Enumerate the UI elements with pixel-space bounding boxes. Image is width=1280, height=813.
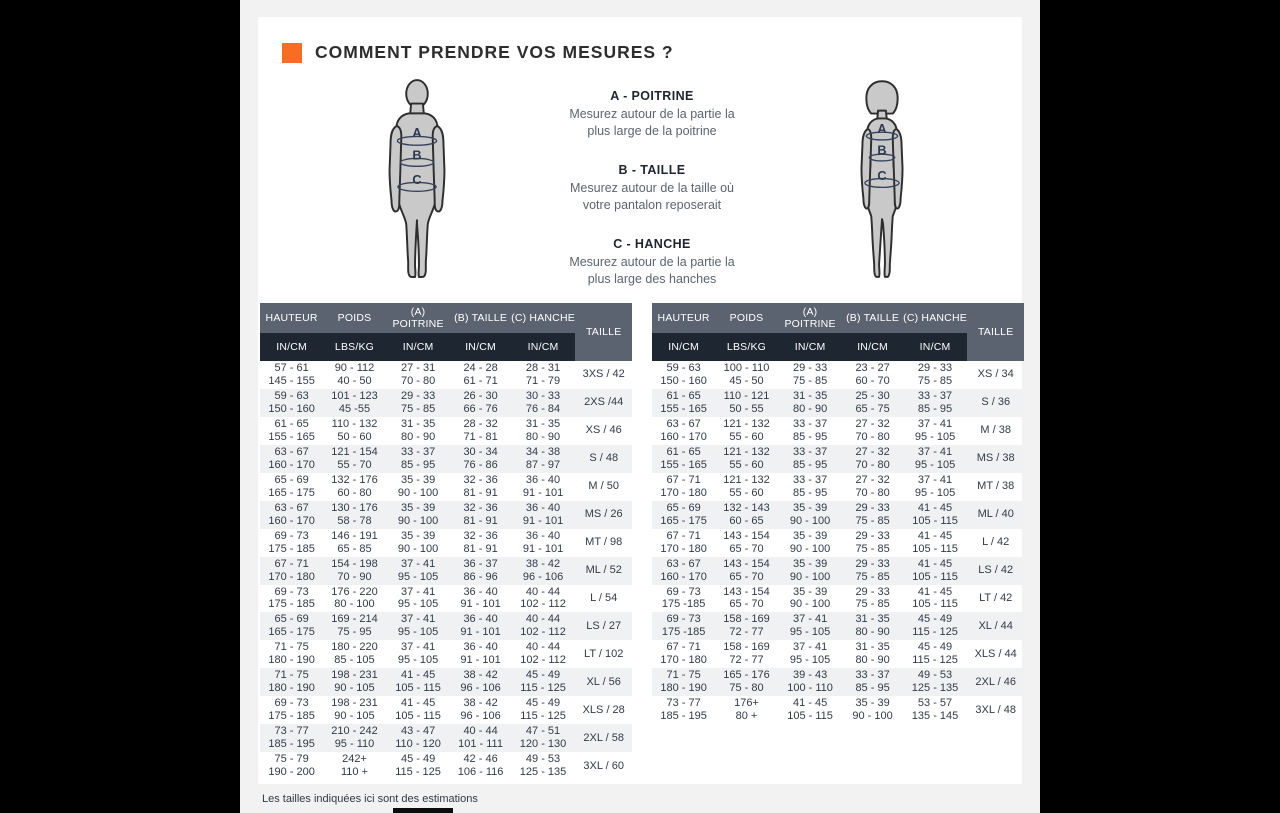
measure-cell: 59 - 63 150 - 160 — [660, 362, 707, 387]
column-header: (C) HANCHE — [511, 303, 576, 333]
measure-cell: 61 - 65 155 - 165 — [660, 445, 707, 471]
male-silhouette-image — [368, 76, 466, 286]
male-label-c: C — [412, 171, 422, 187]
unit-header: LBS/KG — [715, 333, 777, 361]
table-row — [652, 389, 1024, 417]
measure-cell: 33 - 37 85 - 95 — [792, 417, 828, 443]
measure-cell: 33 - 37 85 - 95 — [400, 445, 436, 471]
table-row — [260, 389, 632, 417]
measure-cell: 59 - 63 150 - 160 — [268, 389, 315, 415]
measure-cell: 65 - 69 165 - 175 — [660, 501, 707, 527]
measure-cell: 63 - 67 160 - 170 — [268, 501, 315, 527]
measure-cell: 69 - 73 175 - 185 — [268, 697, 315, 723]
size-cell: 3XS / 42 — [582, 368, 625, 381]
measure-cell: 45 - 49 115 - 125 — [912, 641, 958, 667]
size-cell: 2XS /44 — [584, 396, 624, 409]
measure-cell: 41 - 45 105 - 115 — [912, 529, 958, 555]
size-cell: LS / 42 — [978, 564, 1014, 577]
measure-cell: 33 - 37 85 - 95 — [792, 473, 828, 499]
card-header — [258, 17, 1022, 63]
male-label-b: B — [412, 147, 422, 163]
size-cell: XLS / 44 — [974, 647, 1017, 660]
measure-cell: 29 - 33 75 - 85 — [792, 362, 828, 387]
measure-cell: 26 - 30 66 - 76 — [463, 389, 498, 415]
unit-header: LBS/KG — [323, 333, 385, 361]
measure-cell: 31 - 35 80 - 90 — [792, 389, 828, 415]
measure-cell: 29 - 33 75 - 85 — [917, 362, 953, 387]
female-label-a: A — [877, 121, 887, 137]
measure-cell: 41 - 45 105 - 115 — [395, 669, 441, 695]
measure-cell: 40 - 44 102 - 112 — [520, 641, 566, 667]
measure-cell: 38 - 42 96 - 106 — [460, 669, 501, 695]
measure-cell: 32 - 36 81 - 91 — [463, 529, 498, 555]
measure-cell: 37 - 41 95 - 105 — [397, 613, 439, 639]
size-cell: XS / 46 — [585, 424, 622, 437]
column-header: POIDS — [715, 303, 777, 333]
measure-cell: 29 - 33 75 - 85 — [400, 389, 436, 415]
column-header: (A) POITRINE — [778, 303, 843, 333]
measure-cell: 35 - 39 90 - 100 — [397, 473, 439, 499]
measure-cell: 69 - 73 175 - 185 — [268, 585, 315, 611]
measure-cell: 29 - 33 75 - 85 — [855, 557, 890, 583]
measure-cell: 158 - 169 72 - 77 — [723, 613, 770, 639]
table-row — [260, 585, 632, 613]
measure-cell: 36 - 40 91 - 101 — [460, 613, 501, 639]
measure-cell: 63 - 67 160 - 170 — [660, 417, 707, 443]
table-row — [260, 501, 632, 529]
instruction-text: plus large de la poitrine — [587, 123, 717, 138]
size-cell: MT / 98 — [585, 536, 623, 549]
female-left-arm — [861, 129, 871, 208]
size-cell: ML / 52 — [585, 564, 622, 577]
table-row — [260, 557, 632, 585]
table-row — [652, 445, 1024, 473]
size-cell: MT / 38 — [977, 480, 1015, 493]
measure-cell: 242+ 110 + — [340, 753, 368, 779]
measure-cell: 29 - 33 75 - 85 — [855, 585, 890, 611]
measure-cell: 42 - 46 106 - 116 — [457, 753, 504, 779]
size-cell: 3XL / 60 — [583, 759, 624, 772]
instruction-heading: C - HANCHE — [613, 237, 691, 251]
measure-cell: 27 - 31 70 - 80 — [400, 362, 436, 387]
size-cell: XL / 44 — [978, 619, 1013, 632]
size-cell: 3XL / 48 — [975, 703, 1016, 716]
measure-cell: 176 - 220 80 - 100 — [331, 585, 378, 611]
column-header: (B) TAILLE — [450, 303, 510, 333]
table-row — [652, 361, 1024, 389]
measure-cell: 37 - 41 95 - 105 — [914, 417, 956, 443]
unit-header: IN/CM — [842, 333, 902, 361]
size-cell: M / 50 — [588, 480, 619, 493]
measure-cell: 49 - 53 125 - 135 — [519, 753, 567, 779]
size-cell: 2XL / 58 — [583, 731, 624, 744]
size-table-women — [652, 303, 1024, 724]
measure-cell: 25 - 30 65 - 75 — [855, 389, 890, 415]
measure-cell: 34 - 38 87 - 97 — [525, 445, 561, 471]
measure-cell: 65 - 69 165 - 175 — [268, 473, 315, 499]
measure-cell: 45 - 49 115 - 125 — [520, 697, 566, 723]
size-cell: ML / 40 — [977, 508, 1014, 521]
instruction-text: Mesurez autour de la partie la — [569, 107, 735, 121]
measure-cell: 31 - 35 80 - 90 — [855, 641, 890, 667]
size-guide-card — [258, 17, 1022, 784]
size-cell: L / 42 — [982, 536, 1010, 549]
unit-header: IN/CM — [511, 333, 576, 361]
measure-cell: 101 - 123 45 -55 — [331, 389, 378, 415]
table-row — [652, 501, 1024, 529]
table-row — [260, 361, 632, 389]
measure-cell: 35 - 39 90 - 100 — [852, 697, 893, 723]
size-column-header: TAILLE — [575, 303, 632, 361]
measure-cell: 165 - 176 75 - 80 — [723, 669, 770, 695]
measure-cell: 132 - 143 60 - 65 — [723, 501, 770, 527]
measure-cell: 61 - 65 155 - 165 — [268, 417, 315, 443]
measure-cell: 67 - 71 170 - 180 — [660, 473, 707, 499]
measure-cell: 69 - 73 175 -185 — [661, 585, 706, 611]
measure-cell: 29 - 33 75 - 85 — [855, 501, 890, 527]
table-row — [652, 668, 1024, 696]
column-header: (B) TAILLE — [842, 303, 902, 333]
measure-cell: 36 - 40 91 - 101 — [522, 473, 564, 499]
measure-cell: 35 - 39 90 - 100 — [397, 501, 439, 527]
bottom-partial-element — [393, 808, 453, 813]
table-row — [652, 473, 1024, 501]
column-header: HAUTEUR — [260, 303, 323, 333]
measure-cell: 53 - 57 135 - 145 — [911, 697, 959, 723]
size-cell: MS / 38 — [976, 452, 1015, 465]
measure-cell: 143 - 154 65 - 70 — [723, 585, 770, 611]
measure-cell: 198 - 231 90 - 105 — [331, 669, 378, 695]
instruction-heading: B - TAILLE — [618, 163, 686, 177]
measure-cell: 121 - 154 55 - 70 — [331, 445, 378, 471]
measure-cell: 38 - 42 96 - 106 — [522, 557, 564, 583]
measure-cell: 27 - 32 70 - 80 — [855, 417, 890, 443]
measure-cell: 61 - 65 155 - 165 — [660, 389, 707, 415]
measure-cell: 130 - 176 58 - 78 — [331, 501, 378, 527]
measure-cell: 63 - 67 160 - 170 — [660, 557, 707, 583]
column-header: POIDS — [323, 303, 385, 333]
size-cell: LS / 27 — [586, 619, 622, 632]
measure-cell: 36 - 40 91 - 101 — [522, 529, 564, 555]
measure-cell: 40 - 44 102 - 112 — [520, 585, 566, 611]
measure-instructions — [534, 76, 770, 311]
measure-cell: 67 - 71 170 - 180 — [660, 529, 707, 555]
instruction-text: votre pantalon reposerait — [582, 197, 722, 212]
size-cell: LT / 102 — [584, 647, 624, 660]
measure-cell: 41 - 45 105 - 115 — [787, 697, 833, 723]
table-row — [652, 585, 1024, 613]
measure-cell: 100 - 110 45 - 50 — [723, 362, 770, 387]
instruction-hanche — [534, 237, 770, 287]
column-header: HAUTEUR — [652, 303, 715, 333]
measure-cell: 57 - 61 145 - 155 — [268, 362, 315, 387]
size-cell: S / 36 — [981, 396, 1011, 409]
measure-cell: 27 - 32 70 - 80 — [855, 473, 890, 499]
measure-cell: 31 - 35 80 - 90 — [400, 417, 436, 443]
size-cell: XS / 34 — [977, 368, 1014, 381]
measure-cell: 90 - 112 40 - 50 — [334, 362, 375, 387]
female-label-c: C — [877, 168, 887, 184]
table-row — [260, 724, 632, 752]
measure-cell: 35 - 39 90 - 100 — [789, 529, 831, 555]
female-silhouette-image — [838, 76, 926, 288]
measure-cell: 39 - 43 100 - 110 — [787, 669, 833, 695]
measure-cell: 40 - 44 101 - 111 — [458, 725, 503, 751]
female-figure — [838, 76, 926, 293]
measure-cell: 30 - 33 76 - 84 — [525, 389, 561, 415]
measure-cell: 71 - 75 180 - 190 — [268, 641, 315, 667]
instruction-text: plus large des hanches — [587, 271, 717, 286]
table-row — [652, 696, 1024, 724]
table-row — [652, 417, 1024, 445]
measure-cell: 36 - 40 91 - 101 — [460, 585, 501, 611]
measure-cell: 24 - 28 61 - 71 — [463, 362, 498, 387]
unit-header: IN/CM — [903, 333, 968, 361]
table-row — [260, 473, 632, 501]
measure-cell: 28 - 32 71 - 81 — [463, 417, 498, 443]
measure-cell: 35 - 39 90 - 100 — [397, 529, 439, 555]
size-cell: 2XL / 46 — [975, 675, 1016, 688]
measure-cell: 75 - 79 190 - 200 — [268, 753, 315, 779]
unit-header: IN/CM — [450, 333, 510, 361]
table-row — [652, 557, 1024, 585]
measure-cell: 32 - 36 81 - 91 — [463, 501, 498, 527]
measure-cell: 23 - 27 60 - 70 — [855, 362, 890, 387]
measure-cell: 45 - 49 115 - 125 — [395, 753, 441, 779]
measure-cell: 32 - 36 81 - 91 — [463, 473, 498, 499]
measure-cell: 28 - 31 71 - 79 — [525, 362, 561, 387]
table-row — [260, 417, 632, 445]
table-row — [260, 752, 632, 780]
measure-cell: 154 - 198 70 - 90 — [331, 557, 378, 583]
size-table-men — [260, 303, 632, 780]
size-cell: MS / 26 — [584, 508, 623, 521]
measure-cell: 63 - 67 160 - 170 — [268, 445, 315, 471]
measure-cell: 110 - 121 50 - 55 — [723, 389, 770, 415]
measure-cell: 35 - 39 90 - 100 — [789, 585, 831, 611]
size-cell: L / 54 — [590, 591, 618, 604]
measure-cell: 35 - 39 90 - 100 — [789, 557, 831, 583]
measure-cell: 121 - 132 55 - 60 — [723, 473, 770, 499]
instruction-heading: A - POITRINE — [610, 89, 694, 103]
measure-cell: 110 - 132 50 - 60 — [331, 417, 378, 443]
measure-cell: 35 - 39 90 - 100 — [789, 501, 831, 527]
size-cell: XL / 56 — [586, 675, 621, 688]
instruction-poitrine — [534, 89, 770, 139]
measure-cell: 37 - 41 95 - 105 — [397, 585, 439, 611]
measure-cell: 158 - 169 72 - 77 — [723, 641, 770, 667]
size-cell: XLS / 28 — [582, 703, 625, 716]
measure-cell: 31 - 35 80 - 90 — [525, 417, 561, 443]
measure-cell: 37 - 41 95 - 105 — [914, 473, 956, 499]
male-label-a: A — [412, 124, 422, 140]
measure-cell: 180 - 220 85 - 105 — [331, 641, 378, 667]
instruction-taille — [534, 163, 770, 213]
measure-cell: 71 - 75 180 - 190 — [660, 669, 707, 695]
table-row — [652, 612, 1024, 640]
measure-cell: 36 - 40 91 - 101 — [460, 641, 501, 667]
measure-cell: 47 - 51 120 - 130 — [519, 725, 567, 751]
instruction-text: Mesurez autour de la taille où — [570, 181, 734, 195]
measure-cell: 41 - 45 105 - 115 — [395, 697, 441, 723]
measure-cell: 37 - 41 95 - 105 — [789, 613, 831, 639]
measure-cell: 169 - 214 75 - 95 — [331, 613, 378, 639]
measure-cell: 45 - 49 115 - 125 — [912, 613, 958, 639]
size-column-header: TAILLE — [967, 303, 1024, 361]
measure-cell: 71 - 75 180 - 190 — [268, 669, 315, 695]
size-cell: LT / 42 — [979, 591, 1013, 604]
male-figure — [368, 76, 466, 291]
estimation-footnote: Les tailles indiquées ici sont des estimations — [262, 793, 478, 805]
table-row — [260, 696, 632, 724]
instruction-text: Mesurez autour de la partie la — [569, 255, 735, 269]
measure-cell: 27 - 32 70 - 80 — [855, 445, 890, 471]
measure-cell: 65 - 69 165 - 175 — [268, 613, 315, 639]
measure-cell: 176+ 80 + — [734, 697, 759, 723]
female-label-b: B — [877, 142, 887, 158]
female-head — [866, 81, 897, 113]
table-row — [260, 612, 632, 640]
table-row — [260, 529, 632, 557]
unit-header: IN/CM — [652, 333, 715, 361]
measure-cell: 69 - 73 175 - 185 — [268, 529, 315, 555]
measure-cell: 69 - 73 175 -185 — [661, 613, 706, 639]
figures-section — [258, 63, 1022, 291]
measure-cell: 43 - 47 110 - 120 — [395, 725, 441, 751]
orange-square-icon — [282, 43, 302, 63]
measure-cell: 41 - 45 105 - 115 — [912, 501, 958, 527]
measure-cell: 37 - 41 95 - 105 — [397, 641, 439, 667]
measure-cell: 67 - 71 170 - 180 — [660, 641, 707, 667]
page-background — [240, 0, 1040, 813]
measure-cell: 40 - 44 102 - 112 — [520, 613, 566, 639]
measure-cell: 73 - 77 185 - 195 — [268, 725, 315, 751]
measure-cell: 38 - 42 96 - 106 — [460, 697, 501, 723]
measure-cell: 49 - 53 125 - 135 — [911, 669, 959, 695]
unit-header: IN/CM — [778, 333, 843, 361]
measure-cell: 37 - 41 95 - 105 — [397, 557, 439, 583]
table-row — [652, 529, 1024, 557]
column-header: (A) POITRINE — [386, 303, 451, 333]
measure-cell: 33 - 37 85 - 95 — [792, 445, 828, 471]
measure-cell: 121 - 132 55 - 60 — [723, 445, 770, 471]
measure-cell: 30 - 34 76 - 86 — [463, 445, 498, 471]
measure-cell: 37 - 41 95 - 105 — [789, 641, 831, 667]
unit-header: IN/CM — [386, 333, 451, 361]
measure-cell: 33 - 37 85 - 95 — [917, 389, 953, 415]
measure-cell: 132 - 176 60 - 80 — [331, 473, 378, 499]
measure-cell: 73 - 77 185 - 195 — [660, 697, 707, 723]
table-row — [260, 640, 632, 668]
column-header: (C) HANCHE — [903, 303, 968, 333]
unit-header: IN/CM — [260, 333, 323, 361]
size-cell: S / 48 — [589, 452, 619, 465]
measure-cell: 121 - 132 55 - 60 — [723, 417, 770, 443]
measure-cell: 41 - 45 105 - 115 — [912, 585, 958, 611]
measure-cell: 37 - 41 95 - 105 — [914, 445, 956, 471]
measure-cell: 36 - 37 86 - 96 — [463, 557, 498, 583]
measure-cell: 67 - 71 170 - 180 — [268, 557, 315, 583]
measure-cell: 146 - 191 65 - 85 — [331, 529, 378, 555]
table-row — [652, 640, 1024, 668]
table-row — [260, 668, 632, 696]
size-tables — [258, 291, 1022, 780]
table-row — [260, 445, 632, 473]
measure-cell: 31 - 35 80 - 90 — [855, 613, 890, 639]
page-title: COMMENT PRENDRE VOS MESURES ? — [315, 42, 674, 62]
measure-cell: 45 - 49 115 - 125 — [520, 669, 566, 695]
measure-cell: 33 - 37 85 - 95 — [855, 669, 890, 695]
measure-cell: 143 - 154 65 - 70 — [723, 529, 770, 555]
measure-cell: 41 - 45 105 - 115 — [912, 557, 958, 583]
measure-cell: 143 - 154 65 - 70 — [723, 557, 770, 583]
measure-cell: 29 - 33 75 - 85 — [855, 529, 890, 555]
female-right-arm — [893, 129, 903, 208]
measure-cell: 210 - 242 95 - 110 — [331, 725, 378, 751]
size-cell: M / 38 — [980, 424, 1011, 437]
measure-cell: 198 - 231 90 - 105 — [331, 697, 378, 723]
measure-cell: 36 - 40 91 - 101 — [522, 501, 564, 527]
